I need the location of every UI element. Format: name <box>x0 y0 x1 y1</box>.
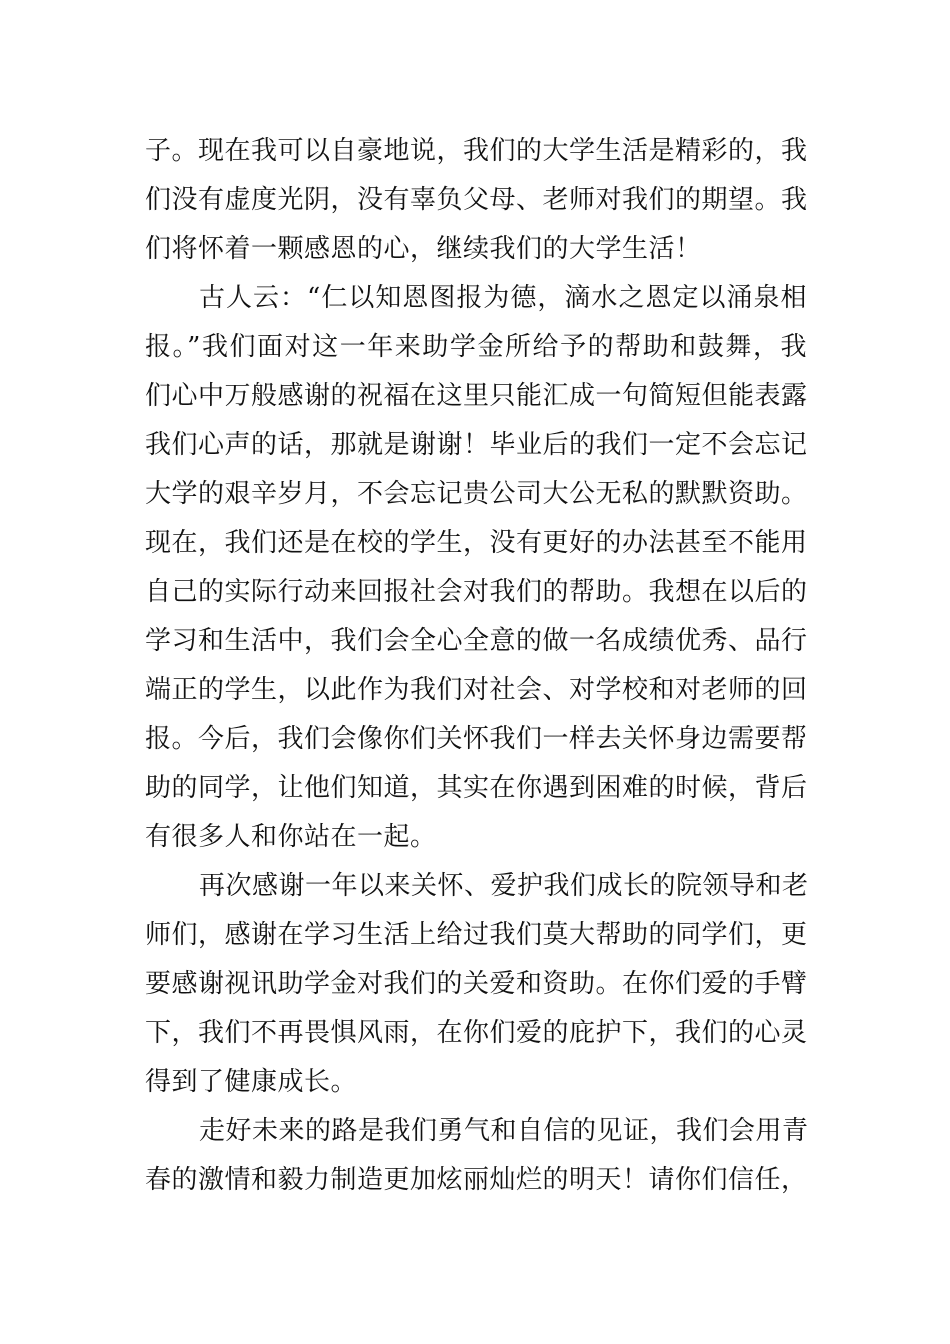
paragraph-2 <box>145 274 807 862</box>
text-line: 报。”我们面对这一年来助学金所给予的帮助和鼓舞，我 <box>145 332 807 362</box>
text-line: 师们，感谢在学习生活上给过我们莫大帮助的同学们，更 <box>145 920 808 950</box>
text-line: 学习和生活中，我们会全心全意的做一名成绩优秀、品行 <box>145 626 808 656</box>
text-line: 有很多人和你站在一起。 <box>145 822 437 852</box>
document-page <box>145 127 807 1205</box>
text-line: 下，我们不再畏惧风雨，在你们爱的庇护下，我们的心灵 <box>145 1018 808 1048</box>
text-line: 报。今后，我们会像你们关怀我们一样去关怀身边需要帮 <box>145 724 808 754</box>
text-line: 走好未来的路是我们勇气和自信的见证，我们会用青 <box>199 1116 809 1146</box>
paragraph-1 <box>145 127 807 274</box>
text-line: 要感谢视讯助学金对我们的关爱和资助。在你们爱的手臂 <box>145 969 808 999</box>
text-line: 我们心声的话，那就是谢谢！毕业后的我们一定不会忘记 <box>145 430 808 460</box>
paragraph-4 <box>145 1107 807 1205</box>
text-line: 古人云：“仁以知恩图报为德，滴水之恩定以涌泉相 <box>199 283 807 313</box>
text-line: 端正的学生，以此作为我们对社会、对学校和对老师的回 <box>145 675 808 705</box>
text-line: 们心中万般感谢的祝福在这里只能汇成一句简短但能表露 <box>145 381 808 411</box>
text-line: 大学的艰辛岁月，不会忘记贵公司大公无私的默默资助。 <box>145 479 808 509</box>
text-line: 助的同学，让他们知道，其实在你遇到困难的时候，背后 <box>145 773 808 803</box>
text-line: 们将怀着一颗感恩的心，继续我们的大学生活！ <box>145 234 702 264</box>
text-line: 们没有虚度光阴，没有辜负父母、老师对我们的期望。我 <box>145 185 808 215</box>
text-line: 子。现在我可以自豪地说，我们的大学生活是精彩的，我 <box>145 136 808 166</box>
text-line: 现在，我们还是在校的学生，没有更好的办法甚至不能用 <box>145 528 808 558</box>
paragraph-3 <box>145 862 807 1107</box>
text-line: 再次感谢一年以来关怀、爱护我们成长的院领导和老 <box>199 871 809 901</box>
text-line: 春的激情和毅力制造更加炫丽灿烂的明天！请你们信任， <box>145 1165 808 1195</box>
text-line: 得到了健康成长。 <box>145 1067 358 1097</box>
text-line: 自己的实际行动来回报社会对我们的帮助。我想在以后的 <box>145 577 808 607</box>
